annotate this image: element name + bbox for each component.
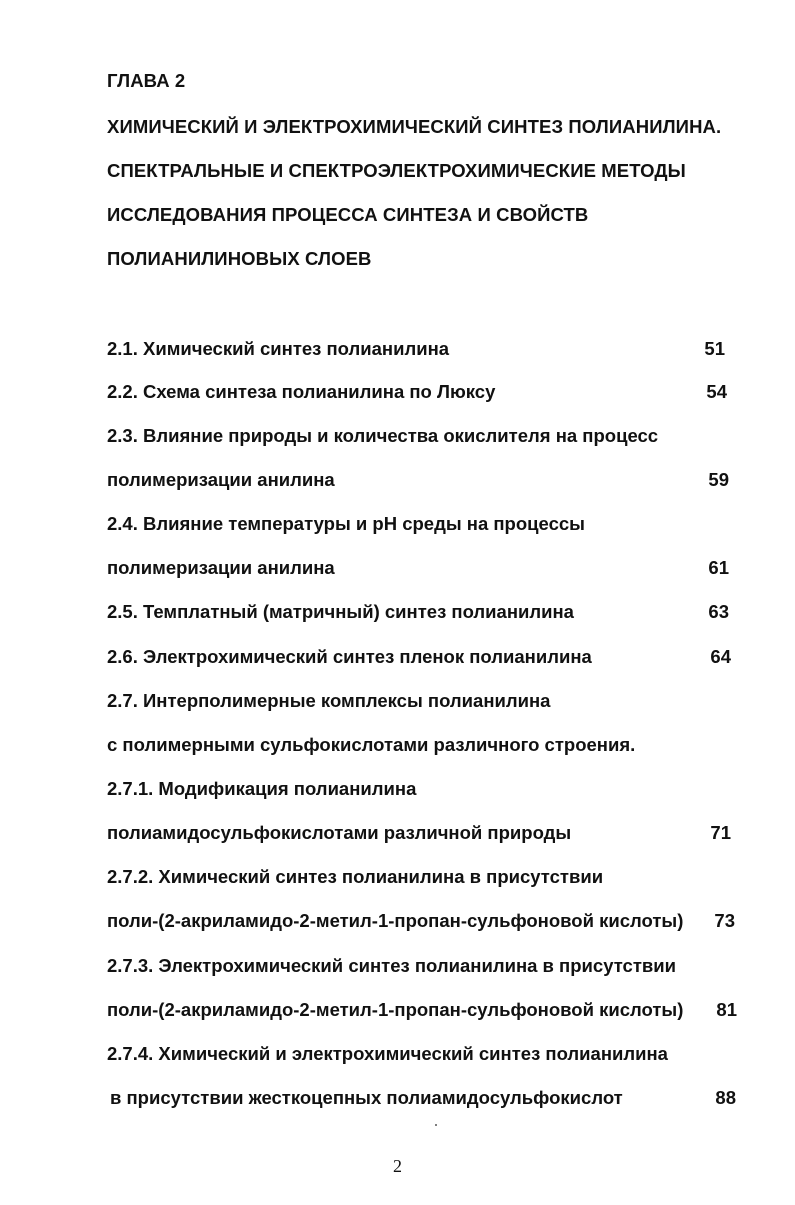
- toc-entry: [107, 513, 737, 537]
- toc-entry-text: 2.5. Темплатный (матричный) синтез полианилина: [107, 601, 574, 622]
- chapter-title-line-1: ХИМИЧЕСКИЙ И ЭЛЕКТРОХИМИЧЕСКИЙ СИНТЕЗ ПОЛИАНИЛИНА.: [107, 116, 722, 137]
- toc-entry: [107, 381, 737, 405]
- toc-entry-text: полимеризации анилина: [107, 557, 335, 578]
- toc-entry-text: 2.7.1. Модификация полианилина: [107, 778, 417, 799]
- toc-entry-text: 2.7.3. Электрохимический синтез полианилина в присутствии: [107, 955, 676, 976]
- toc-entry-page: 63: [708, 601, 729, 622]
- toc-entry: [107, 955, 737, 979]
- toc-entry-text: в присутствии жесткоцепных полиамидосульфокислот: [110, 1087, 623, 1108]
- toc-entry-text: 2.4. Влияние температуры и pH среды на процессы: [107, 513, 585, 534]
- toc-entry-text: поли-(2-акриламидо-2-метил-1-пропан-сульфоновой кислоты): [107, 910, 684, 931]
- toc-entry: [107, 690, 737, 714]
- toc-entry: [107, 999, 737, 1023]
- chapter-title-line-4: ПОЛИАНИЛИНОВЫХ СЛОЕВ: [107, 248, 372, 269]
- toc-entry-text: 2.1. Химический синтез полианилина: [107, 338, 450, 359]
- toc-entry-text: 2.6. Электрохимический синтез пленок полианилина: [107, 646, 592, 667]
- toc-entry: [107, 557, 737, 581]
- toc-entry-text: 2.2. Схема синтеза полианилина по Люксу: [107, 381, 496, 402]
- toc-entry: [107, 866, 737, 890]
- toc-entry-text: 2.7. Интерполимерные комплексы полианилина: [107, 690, 551, 711]
- toc-entry-page: 51: [704, 338, 725, 359]
- toc-entry-page: 59: [708, 469, 729, 490]
- toc-entry: [110, 1087, 740, 1111]
- toc-entry-text: 2.7.2. Химический синтез полианилина в присутствии: [107, 866, 604, 887]
- toc-entry-page: 61: [708, 557, 729, 578]
- chapter-label: ГЛАВА 2: [107, 70, 186, 91]
- chapter-title-line-3: ИССЛЕДОВАНИЯ ПРОЦЕССА СИНТЕЗА И СВОЙСТВ: [107, 204, 589, 225]
- toc-entry: [107, 734, 737, 758]
- toc-entry-page: 64: [710, 646, 731, 667]
- toc-entry: [107, 1043, 737, 1067]
- toc-entry-text: 2.7.4. Химический и электрохимический синтез полианилина: [107, 1043, 668, 1064]
- toc-entry-text: с полимерными сульфокислотами различного строения.: [107, 734, 636, 755]
- toc-entry: [107, 469, 737, 493]
- toc-entry-page: 54: [706, 381, 727, 402]
- toc-entry-page: 81: [716, 999, 737, 1020]
- toc-entry: [107, 601, 737, 625]
- toc-entry-text: 2.3. Влияние природы и количества окислителя на процесс: [107, 425, 659, 446]
- toc-entry: [107, 425, 737, 449]
- toc-entry-page: 88: [715, 1087, 736, 1108]
- toc-entry: [107, 778, 737, 802]
- toc-entry: [107, 646, 737, 670]
- scan-speck: [435, 1124, 437, 1126]
- toc-entry-page: 73: [714, 910, 735, 931]
- toc-entry-text: поли-(2-акриламидо-2-метил-1-пропан-сульфоновой кислоты): [107, 999, 684, 1020]
- toc-entry-page: 71: [710, 822, 731, 843]
- chapter-title-line-2: СПЕКТРАЛЬНЫЕ И СПЕКТРОЭЛЕКТРОХИМИЧЕСКИЕ МЕТОДЫ: [107, 160, 686, 181]
- page-number: 2: [393, 1156, 402, 1176]
- toc-entry-text: полимеризации анилина: [107, 469, 335, 490]
- toc-entry: [107, 338, 737, 362]
- toc-entry-text: полиамидосульфокислотами различной природы: [107, 822, 572, 843]
- toc-entry: [107, 822, 737, 846]
- toc-entry: [107, 910, 737, 934]
